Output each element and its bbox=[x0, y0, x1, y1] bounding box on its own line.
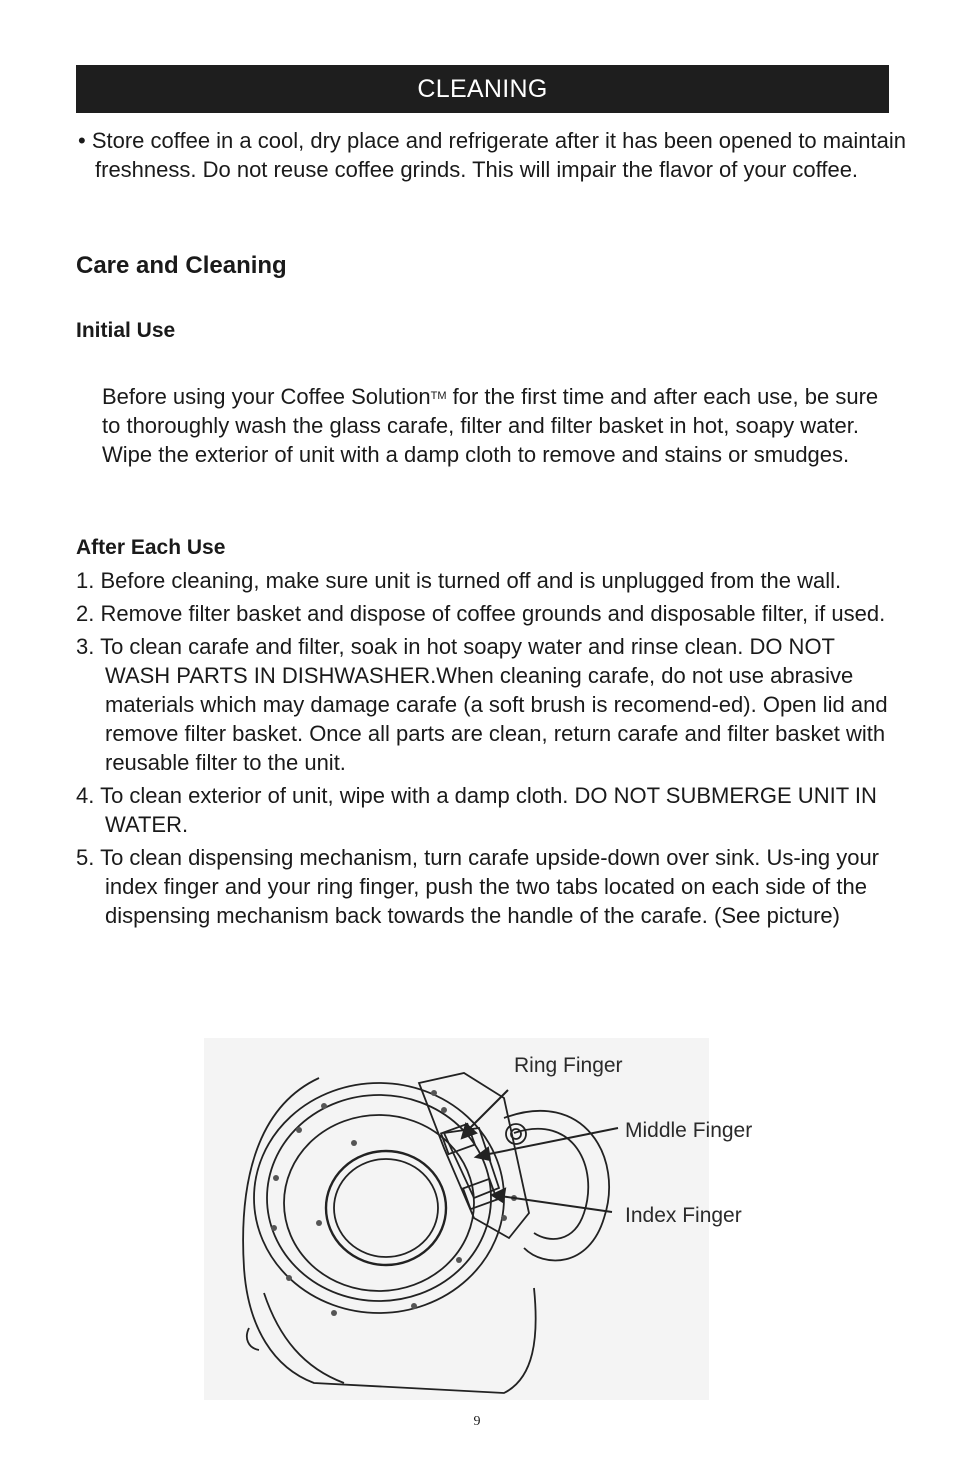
cleaning-steps-list bbox=[76, 566, 896, 934]
storage-tip-paragraph bbox=[78, 126, 915, 184]
section-header-title: CLEANING bbox=[417, 74, 548, 103]
ring-finger-label: Ring Finger bbox=[514, 1054, 623, 1077]
after-each-use-heading: After Each Use bbox=[76, 536, 226, 559]
cleaning-step: 1. Before cleaning, make sure unit is turned off and is unplugged from the wall. bbox=[76, 568, 842, 593]
cleaning-step: 2. Remove filter basket and dispose of coffee grounds and disposable filter, if used. bbox=[76, 601, 886, 626]
initial-use-paragraph bbox=[102, 382, 892, 469]
page-number: 9 bbox=[473, 1414, 481, 1429]
initial-use-heading: Initial Use bbox=[76, 319, 176, 342]
care-and-cleaning-heading: Care and Cleaning bbox=[76, 252, 287, 279]
middle-finger-label: Middle Finger bbox=[625, 1119, 753, 1142]
bullet-symbol: • bbox=[78, 128, 86, 153]
initial-use-text-after: for the first time and after each use, be sure to thoroughly wash the glass carafe, filter and filter basket in hot, soapy water. Wipe the exterior of unit with a damp cloth to remove and stains or smudges. bbox=[102, 384, 879, 467]
section-header-bar bbox=[76, 65, 889, 113]
cleaning-step: 4. To clean exterior of unit, wipe with a damp cloth. DO NOT SUBMERGE UNIT IN WATER. bbox=[76, 783, 877, 837]
initial-use-text-before: Before using your Coffee Solution bbox=[102, 384, 431, 409]
cleaning-step: 3. To clean carafe and filter, soak in hot soapy water and rinse clean. DO NOT WASH PARTS IN DISHWASHER.When cleaning carafe, do not use abrasive materials which may damage carafe (a soft brush is recomend-ed). Open lid and remove filter basket. Once all parts are clean, return carafe and filter basket with reusable filter to the unit. bbox=[76, 634, 888, 775]
cleaning-step: 5. To clean dispensing mechanism, turn carafe upside-down over sink. Us-ing your index finger and your ring finger, push the two tabs located on each side of the dispensing mechanism back towards the handle of the carafe. (See picture) bbox=[76, 845, 879, 928]
storage-tip-text: Store coffee in a cool, dry place and refrigerate after it has been opened to maintain freshness. Do not reuse coffee grinds. This will impair the flavor of your coffee. bbox=[91, 128, 906, 182]
index-finger-label: Index Finger bbox=[625, 1204, 742, 1227]
trademark-mark: TM bbox=[430, 390, 447, 402]
